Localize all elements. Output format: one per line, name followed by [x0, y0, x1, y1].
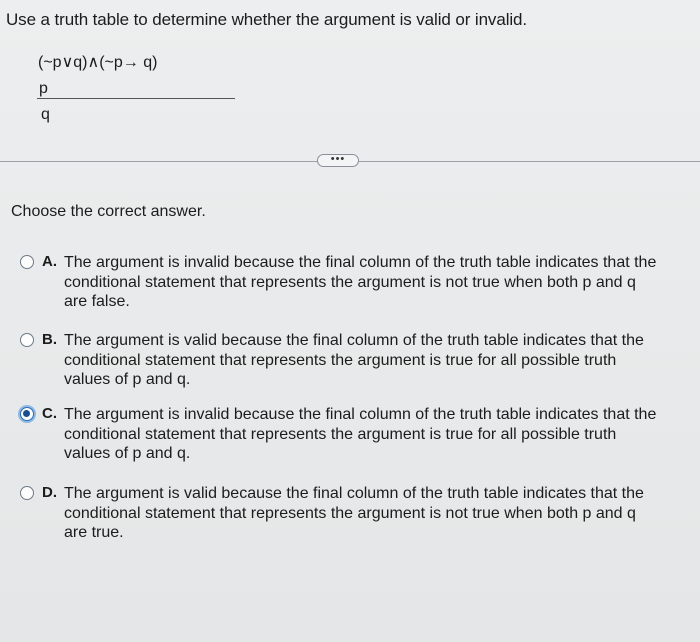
argument-conclusion: q [41, 106, 50, 123]
radio-button-b[interactable] [20, 333, 34, 347]
radio-button-a[interactable] [20, 255, 34, 269]
option-text-c[interactable]: The argument is invalid because the final column of the truth table indicates that the conditional statement that represents the argument is true for all possible truth values of p and q. [64, 406, 657, 462]
option-text-a[interactable]: The argument is invalid because the final column of the truth table indicates that the conditional statement that represents the argument is not true when both p and q are false. [64, 254, 657, 310]
option-letter-a: A. [42, 253, 57, 270]
answer-prompt: Choose the correct answer. [11, 203, 206, 220]
answer-option-b[interactable] [20, 331, 700, 390]
answer-option-c[interactable] [20, 405, 700, 464]
radio-button-c-selected[interactable] [20, 407, 34, 421]
answer-option-a[interactable] [20, 253, 700, 312]
argument-premise-2: p [39, 80, 48, 97]
option-letter-d: D. [42, 484, 57, 501]
option-text-d[interactable]: The argument is valid because the final column of the truth table indicates that the conditional statement that represents the argument is not true when both p and q are true. [64, 485, 644, 541]
argument-premise-1: (~p∨q)∧(~p→ q) [38, 54, 158, 71]
option-text-b[interactable]: The argument is valid because the final column of the truth table indicates that the conditional statement that represents the argument is true for all possible truth values of p and q. [64, 332, 644, 388]
radio-button-d[interactable] [20, 486, 34, 500]
argument-conclusion-line [37, 98, 235, 99]
answer-option-d[interactable] [20, 484, 700, 543]
expand-more-button[interactable]: ••• [317, 154, 359, 167]
option-letter-b: B. [42, 331, 57, 348]
question-instruction: Use a truth table to determine whether the argument is valid or invalid. [6, 10, 528, 29]
option-letter-c: C. [42, 405, 57, 422]
